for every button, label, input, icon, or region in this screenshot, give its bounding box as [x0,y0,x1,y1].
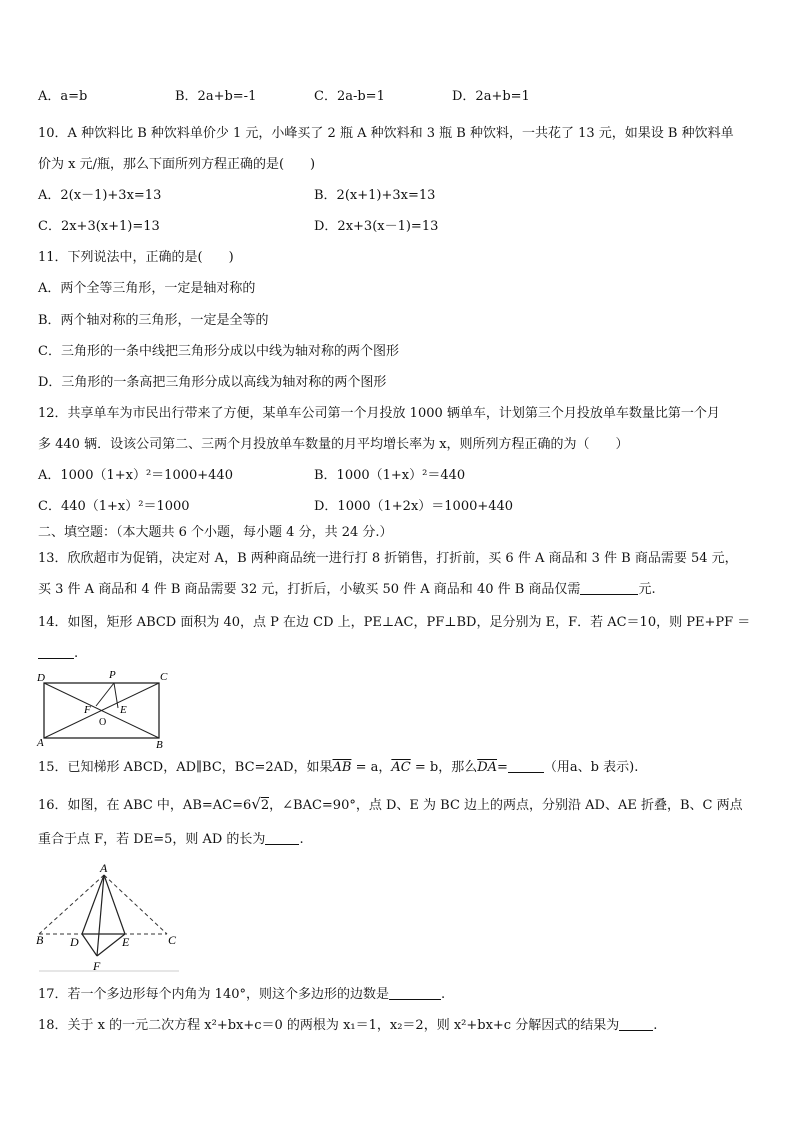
q13-answer-blank[interactable] [580,582,638,595]
q16-line2 [38,831,304,849]
q10-option-b: B．2(x+1)+3x=13 [314,188,436,203]
q10-stem-line2: 价为 x 元/瓶，那么下面所列方程正确的是( ) [38,157,316,172]
q16-pre: 16．如图，在 ABC 中，AB=AC=6 [38,798,252,813]
section-heading-fill-in: 二、填空题：（本大题共 6 个小题，每小题 4 分，共 24 分.） [38,525,393,540]
label-p: P [109,669,116,681]
q14-answer-blank[interactable] [38,646,74,659]
q12-option-c: C．440（1+x）²＝1000 [38,499,190,514]
q16-sqrt-radicand: 2 [260,798,270,813]
q15-post: （用a、b 表示). [543,760,639,775]
q14-line1: 14．如图，矩形 ABCD 面积为 40，点 P 在边 CD 上，PE⊥AC，PF⊥BD，足分别为 E，F．若 AC＝10，则 PE+PF ＝ [38,615,751,630]
q10-option-a: A．2(x－1)+3x=13 [38,188,162,203]
q9-option-a: A．a=b [38,89,88,104]
q16-triangle-figure [34,860,182,974]
dashed-ab [39,875,104,934]
q9-option-d: D．2a+b=1 [452,89,530,104]
q11-option-b: B．两个轴对称的三角形，一定是全等的 [38,313,269,328]
q13-line2 [38,581,656,599]
q16-answer-blank[interactable] [265,832,299,845]
q9-option-b: B．2a+b=-1 [175,89,257,104]
q18-tail: . [653,1018,658,1033]
q18-text: 18．关于 x 的一元二次方程 x²+bx+c＝0 的两根为 x₁＝1，x₂＝2，则 x²+bx+c 分解因式的结果为 [38,1018,620,1033]
q18-line [38,1017,657,1035]
segment-ad [82,875,104,934]
label-c: C [168,933,177,947]
q14-rectangle-figure [36,668,171,750]
q15-eq-b: = b，那么 [410,760,478,775]
q12-stem-line1: 12．共享单车为市民出行带来了方便，某单车公司第一个月投放 1000 辆单车，计划第三个月投放单车数量比第一个月 [38,406,720,421]
q17-answer-blank[interactable] [389,987,441,1000]
dashed-ac [104,875,167,934]
label-f: F [93,959,101,973]
q10-option-c: C．2x+3(x+1)=13 [38,219,160,234]
label-e: E [120,704,127,716]
q11-option-a: A．两个全等三角形，一定是轴对称的 [38,281,256,296]
q15-eq: = [497,760,508,775]
segment-df [82,934,97,956]
q17-text: 17．若一个多边形每个内角为 140°，则这个多边形的边数是 [38,987,389,1002]
q15-vector-ab: $\overline{AB}$ [332,760,352,775]
q12-option-a: A．1000（1+x）²＝1000+440 [38,468,233,483]
q17-tail: . [441,987,446,1002]
q14-tail: . [74,646,79,661]
segment-ef [97,934,125,956]
label-d: D [70,935,79,949]
label-e: E [122,935,130,949]
label-a: A [37,737,44,749]
q12-option-b: B．1000（1+x）²＝440 [314,468,466,483]
q16-post: ，∠BAC=90°，点 D、E 为 BC 边上的两点，分别沿 AD、AE 折叠，B、C 两点 [269,798,743,813]
q13-line1: 13．欣欣超市为促销，决定对 A，B 两种商品统一进行打 8 折销售，打折前，买 6 件 A 商品和 3 件 B 商品需要 54 元， [38,551,738,566]
q15-vector-da: $\overline{DA}$ [477,760,498,775]
label-d: D [37,672,45,684]
q15-line [38,759,638,777]
q13-line2-text: 买 3 件 A 商品和 4 件 B 商品需要 32 元，打折后，小敏买 50 件 A 商品和 40 件 B 商品仅需 [38,582,581,597]
segment-af [97,875,104,956]
q9-option-c: C．2a-b=1 [314,89,385,104]
segment-pf [96,683,114,706]
q15-vector-ac: $\overline{AC}$ [391,760,411,775]
q12-stem-line2: 多 440 辆．设该公司第二、三两个月投放单车数量的月平均增长率为 x，则所列方程正确的为（ ） [38,437,629,452]
q12-option-d: D．1000（1+2x）＝1000+440 [314,499,514,514]
q16-line1 [38,795,743,815]
q18-answer-blank[interactable] [619,1018,653,1031]
label-a: A [100,861,108,875]
q15-eq-a: = a， [351,760,392,775]
q16-tail: . [299,832,304,847]
q10-option-d: D．2x+3(x－1)=13 [314,219,439,234]
q13-tail: 元. [638,582,656,597]
q11-option-c: C．三角形的一条中线把三角形分成以中线为轴对称的两个图形 [38,344,399,359]
q14-line2 [38,645,78,663]
label-b: B [156,739,163,750]
q11-option-d: D．三角形的一条高把三角形分成以高线为轴对称的两个图形 [38,375,387,390]
label-f: F [84,704,91,716]
q16-line2-text: 重合于点 F，若 DE=5，则 AD 的长为 [38,832,266,847]
label-b: B [36,933,44,947]
label-o: O [99,717,107,728]
q15-pre: 15．已知梯形 ABCD，AD∥BC，BC=2AD，如果 [38,760,333,775]
sqrt-sign: √ [251,795,261,813]
label-c: C [160,671,168,683]
q17-line [38,986,445,1004]
q10-stem-line1: 10．A 种饮料比 B 种饮料单价少 1 元，小峰买了 2 瓶 A 种饮料和 3 瓶 B 种饮料，一共花了 13 元，如果设 B 种饮料单 [38,126,734,141]
segment-ae [104,875,125,934]
q15-answer-blank[interactable] [508,760,544,773]
q11-stem: 11．下列说法中，正确的是( ) [38,250,234,265]
